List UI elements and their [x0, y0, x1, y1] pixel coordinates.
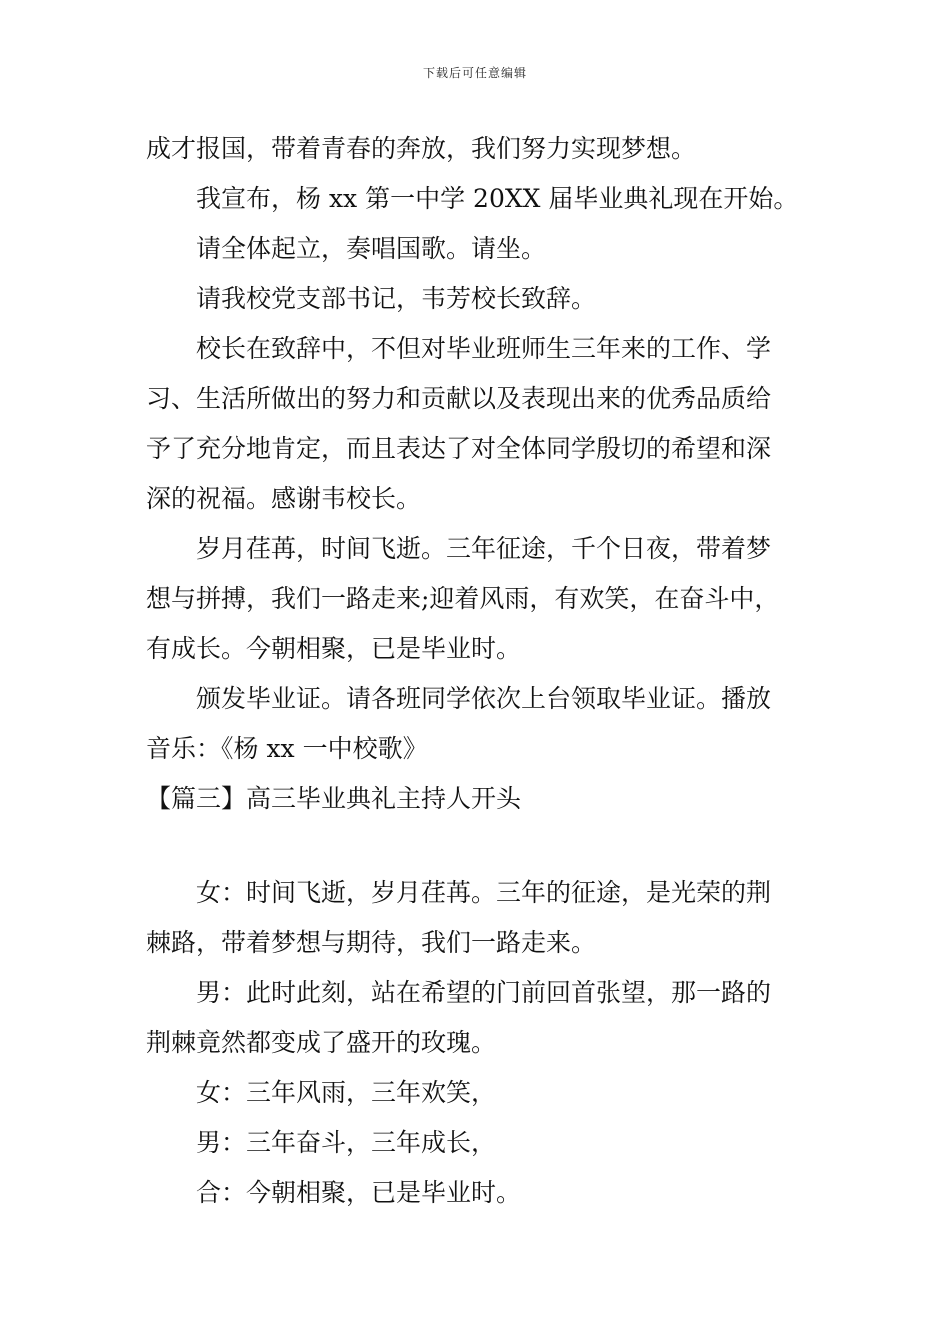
text-line-8: 深的祝福。感谢韦校长。	[146, 484, 422, 513]
text-line-1: 成才报国，带着青春的奔放，我们努力实现梦想。	[146, 134, 697, 163]
page-header: 下载后可任意编辑	[422, 66, 527, 80]
text-line-9: 岁月荏苒，时间飞逝。三年征途，千个日夜，带着梦	[196, 534, 772, 563]
text-line-3: 请全体起立，奏唱国歌。请坐。	[196, 234, 547, 263]
text-line-2: 我宣布，杨 xx 第一中学 20XX 届毕业典礼现在开始。	[196, 184, 799, 213]
document-body	[146, 124, 808, 1218]
text-line-5: 校长在致辞中，不但对毕业班师生三年来的工作、学	[196, 334, 772, 363]
text-line-12: 颁发毕业证。请各班同学依次上台领取毕业证。播放	[196, 684, 772, 713]
section-spacer	[146, 824, 808, 868]
text-line-15: 女：时间飞逝，岁月荏苒。三年的征途，是光荣的荆	[196, 878, 772, 907]
text-line-21: 合：今朝相聚，已是毕业时。	[196, 1178, 522, 1207]
text-line-7: 予了充分地肯定，而且表达了对全体同学殷切的希望和深	[146, 434, 772, 463]
text-line-10: 想与拼搏，我们一路走来;迎着风雨，有欢笑，在奋斗中，	[146, 584, 780, 613]
text-line-6: 习、生活所做出的努力和贡献以及表现出来的优秀品质给	[146, 384, 772, 413]
text-line-18: 荆棘竟然都变成了盛开的玫瑰。	[146, 1028, 497, 1057]
text-line-20: 男：三年奋斗，三年成长，	[196, 1128, 497, 1157]
text-line-4: 请我校党支部书记，韦芳校长致辞。	[196, 284, 597, 313]
text-line-13: 音乐：《杨 xx 一中校歌》	[146, 734, 428, 763]
text-line-16: 棘路，带着梦想与期待，我们一路走来。	[146, 928, 597, 957]
text-line-19: 女：三年风雨，三年欢笑，	[196, 1078, 497, 1107]
text-line-11: 有成长。今朝相聚，已是毕业时。	[146, 634, 522, 663]
text-line-17: 男：此时此刻，站在希望的门前回首张望，那一路的	[196, 978, 772, 1007]
section-heading: 【篇三】高三毕业典礼主持人开头	[146, 784, 522, 813]
